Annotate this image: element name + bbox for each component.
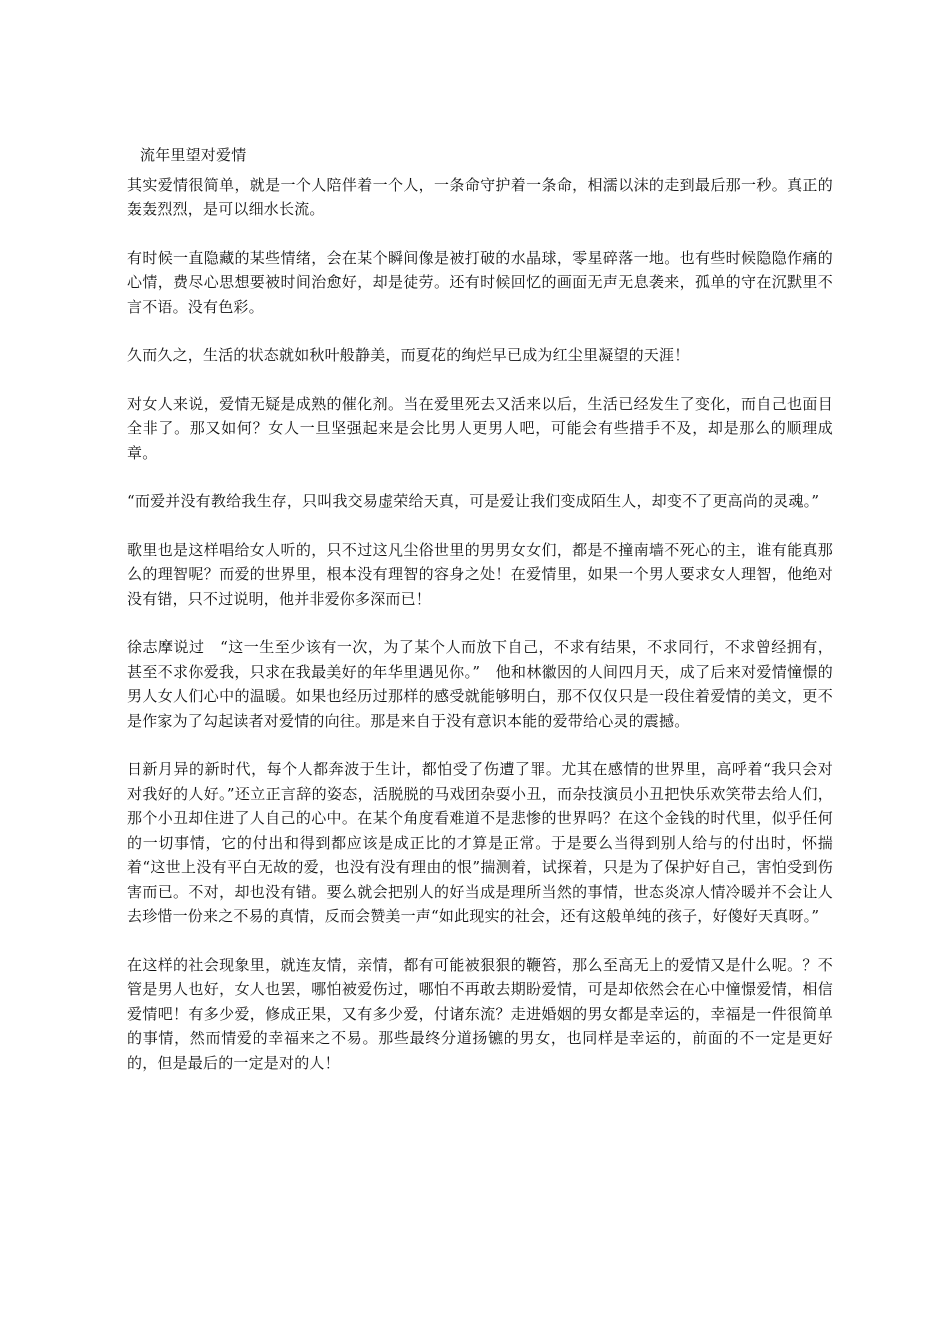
paragraph-7: 徐志摩说过 “这一生至少该有一次，为了某个人而放下自己，不求有结果，不求同行，不求曾经拥有，甚至不求你爱我，只求在我最美好的年华里遇见你。” 他和林徽因的人间四月天，成了后来对爱情憧憬的男人女人们心中的温暖。如果也经历过那样的感受就能够明白，那不仅仅只是一段住着爱情的美文，更不是作家为了勾起读者对爱情的向往。那是来自于没有意识本能的爱带给心灵的震撼。 xyxy=(127,638,833,730)
paragraph-4: 对女人来说，爱情无疑是成熟的催化剂。当在爱里死去又活来以后，生活已经发生了变化，而自己也面目全非了。那又如何？女人一旦坚强起来是会比男人更男人吧，可能会有些措手不及，却是那么的顺理成章。 xyxy=(127,394,833,462)
paragraph-9: 在这样的社会现象里，就连友情，亲情，都有可能被狠狠的鞭笞，那么至高无上的爱情又是什么呢。？不管是男人也好，女人也罢，哪怕被爱伤过，哪怕不再敢去期盼爱情，可是却依然会在心中憧憬爱情，相信爱情吧！有多少爱，修成正果，又有多少爱，付诸东流？走进婚姻的男女都是幸运的，幸福是一件很简单的事情，然而情爱的幸福来之不易。那些最终分道扬镳的男女，也同样是幸运的，前面的不一定是更好的，但是最后的一定是对的人！ xyxy=(127,955,833,1072)
paragraph-5: “而爱并没有教给我生存，只叫我交易虚荣给天真，可是爱让我们变成陌生人，却变不了更高尚的灵魂。” xyxy=(127,492,820,510)
paragraph-3: 久而久之，生活的状态就如秋叶般静美，而夏花的绚烂早已成为红尘里凝望的天涯！ xyxy=(127,346,690,364)
paragraph-8: 日新月异的新时代，每个人都奔波于生计，都怕受了伤遭了罪。尤其在感情的世界里，高呼着“我只会对对我好的人好。”还立正言辞的姿态，活脱脱的马戏团杂耍小丑，而杂技演员小丑把快乐欢笑带去给人们，那个小丑却住进了人自己的心中。在某个角度看难道不是悲惨的世界吗？在这个金钱的时代里，似乎任何的一切事情，它的付出和得到都应该是成正比的才算是正常。于是要么当得到别人给与的付出时，怀揣着“这世上没有平白无故的爱，也没有没有理由的恨”揣测着，试探着，只是为了保护好自己，害怕受到伤害而已。不对，却也没有错。要么就会把别人的好当成是理所当然的事情，世态炎凉人情冷暖并不会让人去珍惜一份来之不易的真情，反而会赞美一声“如此现实的社会，还有这般单纯的孩子，好傻好天真呀。” xyxy=(127,760,833,925)
paragraph-2: 有时候一直隐藏的某些情绪，会在某个瞬间像是被打破的水晶球，零星碎落一地。也有些时候隐隐作痛的心情，费尽心思想要被时间治愈好，却是徒劳。还有时候回忆的画面无声无息袭来，孤单的守在沉默里不言不语。没有色彩。 xyxy=(127,248,833,316)
document-title: 流年里望对爱情 xyxy=(140,146,247,164)
paragraph-6: 歌里也是这样唱给女人听的，只不过这凡尘俗世里的男男女女们，都是不撞南墙不死心的主，谁有能真那么的理智呢？而爱的世界里，根本没有理智的容身之处！在爱情里，如果一个男人要求女人理智，他绝对没有错，只不过说明，他并非爱你多深而已！ xyxy=(127,540,833,608)
document-page xyxy=(127,143,833,1099)
paragraph-1: 其实爱情很简单，就是一个人陪伴着一个人，一条命守护着一条命，相濡以沫的走到最后那一秒。真正的轰轰烈烈，是可以细水长流。 xyxy=(127,175,833,218)
